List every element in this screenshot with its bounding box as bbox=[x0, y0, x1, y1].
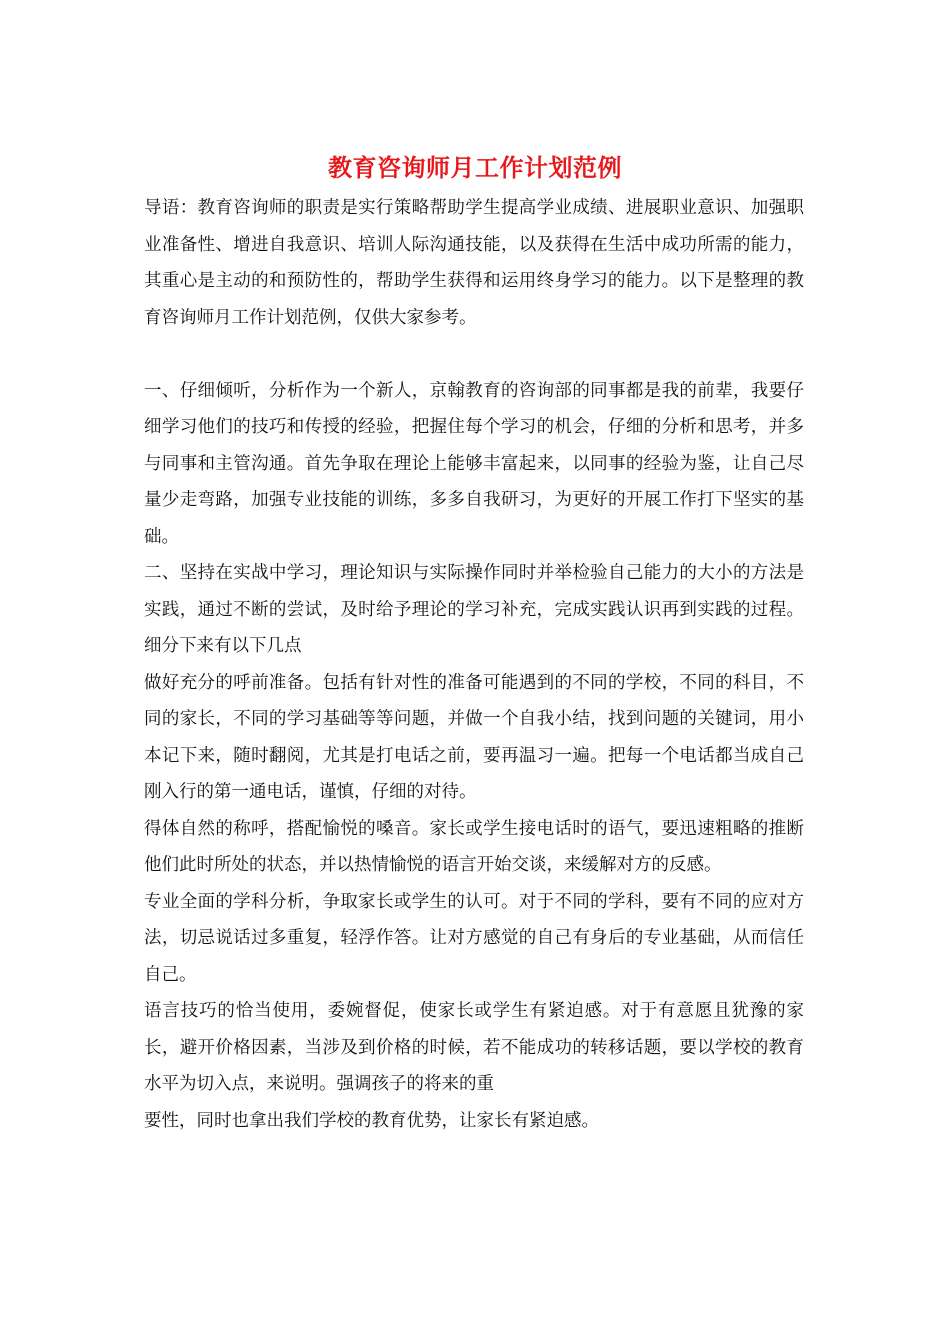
intro-paragraph: 导语：教育咨询师的职责是实行策略帮助学生提高学业成绩、进展职业意识、加强职业准备性、增进自我意识、培训人际沟通技能，以及获得在生活中成功所需的能力，其重心是主动的和预防性的，帮助学生获得和运用终身学习的能力。以下是整理的教育咨询师月工作计划范例，仅供大家参考。 bbox=[144, 198, 804, 328]
document-title: 教育咨询师月工作计划范例 bbox=[328, 153, 622, 182]
paragraph-subject-analysis: 专业全面的学科分析，争取家长或学生的认可。对于不同的学科，要有不同的应对方法，切忌说话过多重复，轻浮作答。让对方感觉的自己有身后的专业基础，从而信任自己。 bbox=[144, 891, 804, 985]
paragraph-greeting: 得体自然的称呼，搭配愉悦的嗓音。家长或学生接电话时的语气，要迅速粗略的推断他们此时所处的状态，并以热情愉悦的语言开始交谈，来缓解对方的反感。 bbox=[144, 818, 804, 875]
paragraph-section-two: 二、坚持在实战中学习，理论知识与实际操作同时并举检验自己能力的大小的方法是实践，通过不断的尝试，及时给予理论的学习补充，完成实践认识再到实践的过程。细分下来有以下几点 bbox=[144, 563, 804, 656]
paragraph-section-one: 一、仔细倾听，分析作为一个新人，京翰教育的咨询部的同事都是我的前辈，我要仔细学习他们的技巧和传授的经验，把握住每个学习的机会，仔细的分析和思考，并多与同事和主管沟通。首先争取在理论上能够丰富起来，以同事的经验为鉴，让自己尽量少走弯路，加强专业技能的训练，多多自我研习，为更好的开展工作打下坚实的基础。 bbox=[144, 380, 804, 547]
paragraph-spacer bbox=[144, 336, 804, 373]
paragraph-preparation: 做好充分的呼前准备。包括有针对性的准备可能遇到的不同的学校，不同的科目，不同的家长，不同的学习基础等等问题，并做一个自我小结，找到问题的关键词，用小本记下来，随时翻阅，尤其是打电话之前，要再温习一遍。把每一个电话都当成自己刚入行的第一通电话，谨慎，仔细的对待。 bbox=[144, 672, 804, 802]
paragraph-language-skills: 语言技巧的恰当使用，委婉督促，使家长或学生有紧迫感。对于有意愿且犹豫的家长，避开价格因素，当涉及到价格的时候，若不能成功的转移话题，要以学校的教育水平为切入点，来说明。强调孩子的将来的重 bbox=[144, 1001, 804, 1094]
document-body bbox=[144, 190, 804, 1139]
paragraph-continuation: 要性，同时也拿出我们学校的教育优势，让家长有紧迫感。 bbox=[144, 1110, 599, 1131]
